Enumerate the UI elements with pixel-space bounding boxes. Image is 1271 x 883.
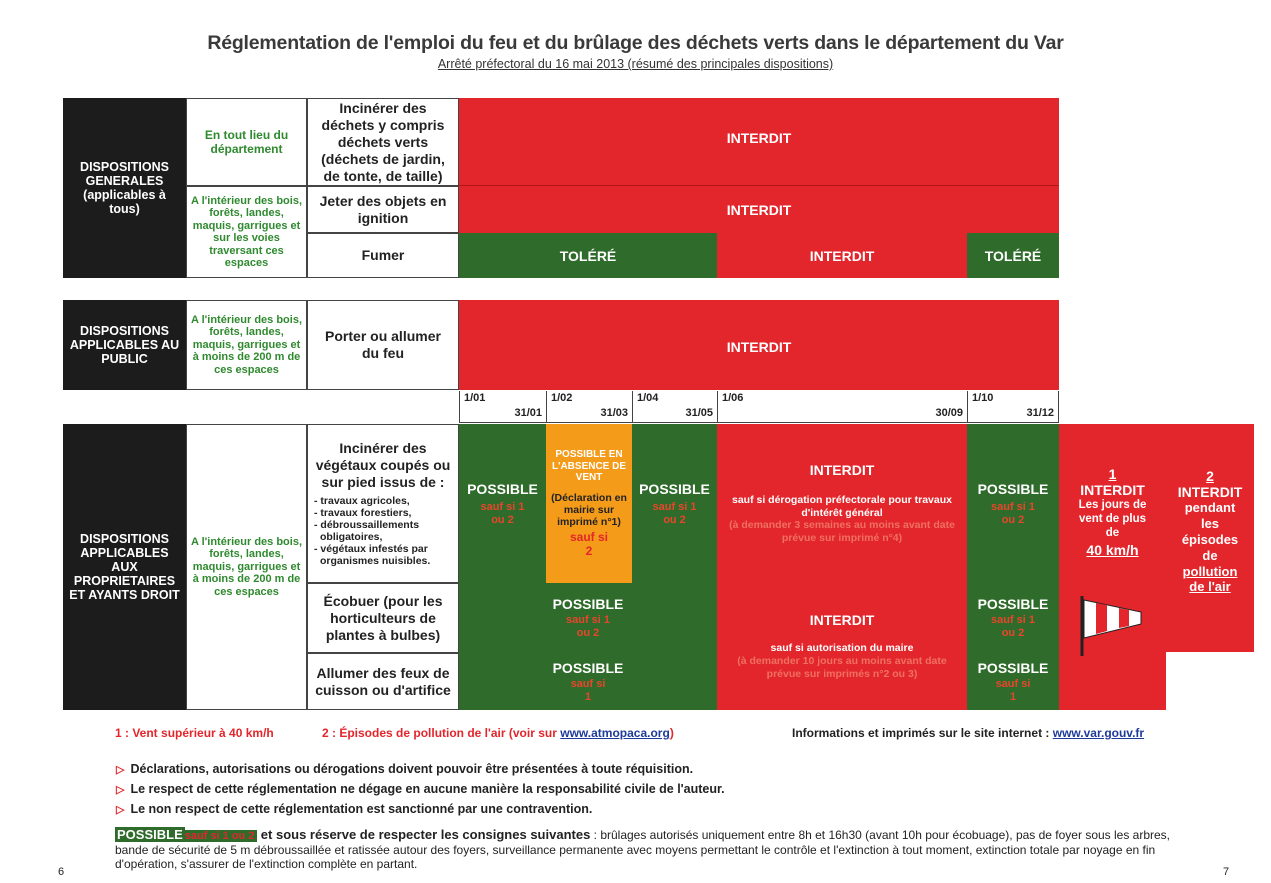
status-interdit-public: INTERDIT — [459, 300, 1059, 390]
triangle-right-icon: ▷ — [116, 804, 125, 816]
windsock-icon — [1079, 594, 1149, 659]
period-4: 1/06 30/09 — [717, 391, 967, 423]
list-item: - travaux forestiers, — [314, 507, 412, 519]
period-5: 1/10 31/12 — [967, 391, 1059, 423]
var-gouv-link[interactable]: www.var.gouv.fr — [1052, 726, 1145, 740]
status-interdit-2: INTERDIT — [459, 186, 1059, 233]
status-interdit-autorisation: INTERDIT sauf si autorisation du maire (à demander 10 jours au moins avant date prévue sur imprimés n°2 ou 3) — [717, 583, 967, 710]
list-item: ▷ Le non respect de cette réglementation est sanctionné par une contravention. — [116, 802, 593, 816]
action-incinerer-vegetaux-items — [314, 495, 452, 567]
period-1: 1/01 31/01 — [459, 391, 546, 423]
legend-note-1: 1 : Vent supérieur à 40 km/h — [115, 726, 274, 740]
action-porter-feu: Porter ou allumer du feu — [307, 300, 459, 390]
footer-paragraph: POSSIBLE sauf si 1 ou 2 et sous réserve de respecter les consignes suivantes : brûlages autorisés uniquement entre 8h et 16h30 (avant 10h pour écobuage), pas de foyer sous les arbres, bande de sécurité de 5 m débroussaillée et ratissée autour des foyers, surveillance permanente avec moyens permettant le contrôle et l'extinction à tout moment, extinction totale par noyage en fin d'opération, s'assurer de l'extinction complète en partant. — [115, 827, 1171, 871]
status-interdit-derogation: INTERDIT sauf si dérogation préfectorale pour travaux d'intérêt général (à demander 3 semaines au moins avant date prévue sur imprimé n°4) — [717, 424, 967, 583]
page-number-right: 7 — [1223, 866, 1230, 878]
status-tolere-2: TOLÉRÉ — [967, 233, 1059, 278]
list-item: - végétaux infestés par organismes nuisibles. — [314, 543, 431, 567]
status-tolere-1: TOLÉRÉ — [459, 233, 717, 278]
section1-zone1: En tout lieu du département — [186, 98, 307, 186]
action-incinerer-dechets: Incinérer des déchets y compris déchets verts (déchets de jardin, de tonte, de taille) — [307, 98, 459, 186]
triangle-right-icon: ▷ — [116, 784, 125, 796]
side-panel-pollution: 2 INTERDIT pendant les épisodes de pollution de l'air — [1166, 424, 1254, 652]
period-3: 1/04 31/05 — [632, 391, 717, 423]
section3-label: DISPOSITIONS APPLICABLES AUX PROPRIETAIRES ET AYANTS DROIT — [63, 424, 186, 710]
period-2: 1/02 31/03 — [546, 391, 632, 423]
action-ecobuer: Écobuer (pour les horticulteurs de plantes à bulbes) — [307, 583, 459, 653]
action-incinerer-vegetaux-title: Incinérer des végétaux coupés ou sur pied issus de : — [315, 440, 451, 490]
list-item: - débroussaillements obligatoires, — [314, 519, 420, 543]
status-possible-cuisson: POSSIBLE sauf si 1 — [459, 653, 717, 710]
action-fumer: Fumer — [307, 233, 459, 278]
section1-zone2: A l'intérieur des bois, forêts, landes, maquis, garrigues et sur les voies traversant ces espaces — [186, 186, 307, 278]
legend-info: Informations et imprimés sur le site internet : www.var.gouv.fr — [792, 726, 1145, 740]
list-item: ▷ Déclarations, autorisations ou dérogations doivent pouvoir être présentées à toute réquisition. — [116, 762, 694, 776]
action-incinerer-vegetaux — [307, 424, 459, 583]
status-possible-oct: POSSIBLE sauf si 1 ou 2 — [967, 424, 1059, 583]
status-interdit-1: INTERDIT — [459, 98, 1059, 186]
side-panel-vent: 1 INTERDIT Les jours de vent de plus de 40 km/h — [1059, 424, 1166, 710]
section1-label: DISPOSITIONS GENERALES (applicables à tous) — [63, 98, 186, 278]
action-feux-cuisson: Allumer des feux de cuisson ou d'artifice — [307, 653, 459, 710]
action-jeter-objets: Jeter des objets en ignition — [307, 186, 459, 233]
triangle-right-icon: ▷ — [116, 764, 125, 776]
list-item: ▷ Le respect de cette réglementation ne dégage en aucune manière la responsabilité civile de l'auteur. — [116, 782, 725, 796]
section3-zone: A l'intérieur des bois, forêts, landes, maquis, garrigues et à moins de 200 m de ces espaces — [186, 424, 307, 710]
status-possible-apr: POSSIBLE sauf si 1 ou 2 — [632, 424, 717, 583]
badge-sauf: sauf si 1 ou 2 — [185, 830, 258, 842]
page-subtitle: Arrêté préfectoral du 16 mai 2013 (résumé des principales dispositions) — [437, 57, 834, 71]
status-interdit-3: INTERDIT — [717, 233, 967, 278]
status-possible-ecobuer: POSSIBLE sauf si 1 ou 2 — [459, 583, 717, 653]
atmopaca-link[interactable]: www.atmopaca.org — [560, 726, 670, 740]
status-possible-jan: POSSIBLE sauf si 1 ou 2 — [459, 424, 546, 583]
badge-possible: POSSIBLE — [117, 827, 183, 842]
bullet-list — [116, 760, 725, 820]
section2-label: DISPOSITIONS APPLICABLES AU PUBLIC — [63, 300, 186, 390]
legend-note-2: 2 : Épisodes de pollution de l'air (voir sur www.atmopaca.org) — [322, 726, 674, 740]
status-possible-cuisson-oct: POSSIBLE sauf si 1 — [967, 653, 1059, 710]
section2-zone: A l'intérieur des bois, forêts, landes, maquis, garrigues et à moins de 200 m de ces espaces — [186, 300, 307, 390]
status-possible-sans-vent: POSSIBLE EN L'ABSENCE DE VENT (Déclaration en mairie sur imprimé n°1) sauf si 2 — [546, 424, 632, 583]
list-item: - travaux agricoles, — [314, 495, 410, 507]
page-number-left: 6 — [58, 866, 65, 878]
status-possible-ecobuer-oct: POSSIBLE sauf si 1 ou 2 — [967, 583, 1059, 653]
page-title: Réglementation de l'emploi du feu et du brûlage des déchets verts dans le département du Var — [207, 32, 1064, 54]
